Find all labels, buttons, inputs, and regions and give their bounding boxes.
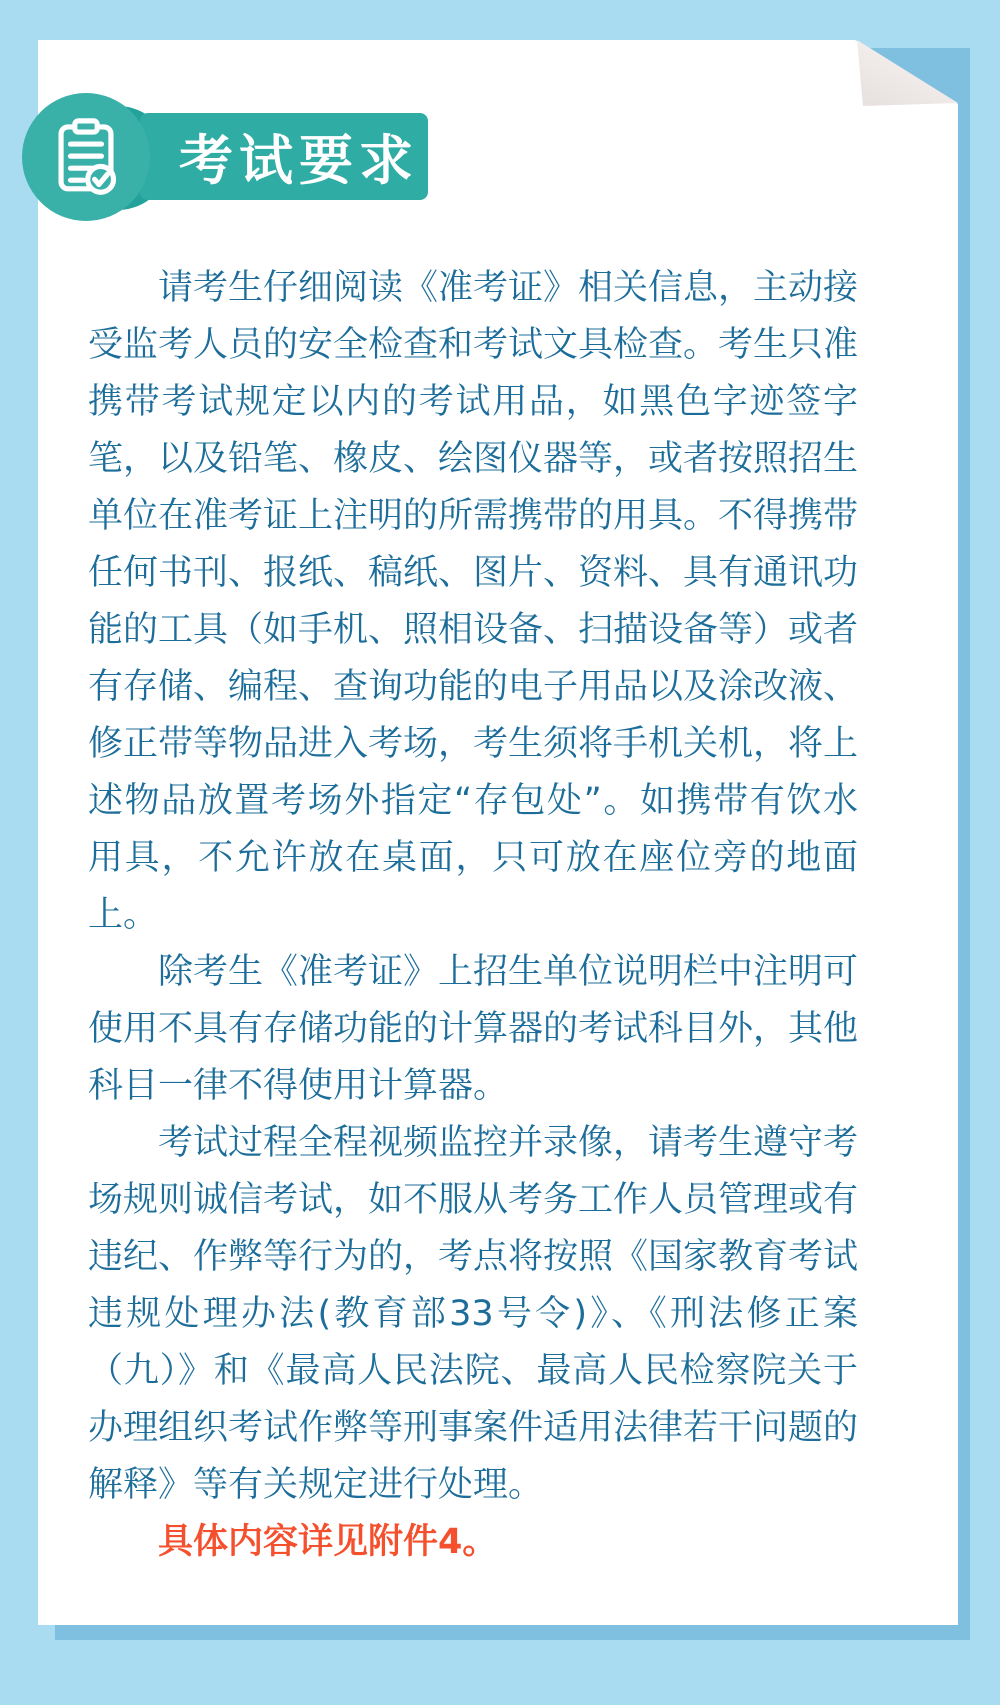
notice-paragraph-3: 考试过程全程视频监控并录像，请考生遵守考场规则诚信考试，如不服从考务工作人员管理或有违纪、作弊等行为的，考点将按照《国家教育考试违规处理办法(教育部33号令)》、《刑法修正案（九）》和《最高人民法院、最高人民检察院关于办理组织考试作弊等刑事案件适用法律若干问题的解释》等有关规定进行处理。 [88, 1123, 859, 1505]
notice-paragraph-2: 除考生《准考证》上招生单位说明栏中注明可使用不具有存储功能的计算器的考试科目外，其他科目一律不得使用计算器。 [88, 952, 859, 1106]
page-title: 考试要求 [179, 129, 419, 192]
notice-body [88, 260, 858, 1571]
header-banner [140, 113, 428, 200]
notice-paragraph-1: 请考生仔细阅读《准考证》相关信息，主动接受监考人员的安全检查和考试文具检查。考生只准携带考试规定以内的考试用品，如黑色字迹签字笔，以及铅笔、橡皮、绘图仪器等，或者按照招生单位在准考证上注明的所需携带的用具。不得携带任何书刊、报纸、稿纸、图片、资料、具有通讯功能的工具（如手机、照相设备、扫描设备等）或者有存储、编程、查询功能的电子用品以及涂改液、修正带等物品进入考场，考生须将手机关机，将上述物品放置考场外指定“存包处”。如携带有饮水用具，不允许放在桌面，只可放在座位旁的地面上。 [88, 268, 859, 935]
header-icon-badge [22, 93, 150, 221]
highlight-note: 具体内容详见附件4。 [158, 1522, 498, 1562]
clipboard-check-icon [43, 114, 129, 200]
